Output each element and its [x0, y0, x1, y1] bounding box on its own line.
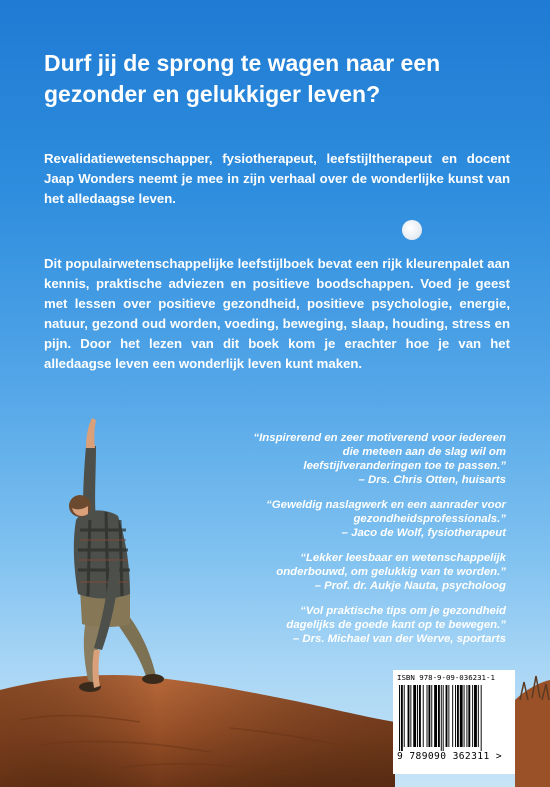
quote-text: “Lekker leesbaar en wetenschappelijk onderbouwd, om gelukkig van te worden.” [276, 552, 506, 578]
quote-item [250, 498, 506, 540]
quote-item [250, 551, 506, 593]
isbn-label: ISBN 978-9-09-036231-1 [397, 673, 495, 682]
quote-author: – Prof. dr. Aukje Nauta, psycholoog [314, 580, 506, 592]
quote-item [250, 431, 506, 487]
cover-headline: Durf jij de sprong te wagen naar een gezonder en gelukkiger leven? [44, 50, 441, 107]
moon [402, 220, 422, 240]
quote-text: “Geweldig naslagwerk en een aanrader voor gezondheidsprofessionals.” [266, 499, 506, 525]
testimonial-quotes [250, 431, 506, 657]
isbn-barcode [393, 670, 515, 774]
quote-text: “Vol praktische tips om je gezondheid dagelijks de goede kant op te bewegen.” [286, 605, 506, 631]
barcode-bars [397, 685, 511, 751]
quote-text: “Inspirerend en zeer motiverend voor iedereen die meteen aan de slag wil om leefstijlveranderingen toe te passen.” [253, 432, 506, 472]
author-intro: Revalidatiewetenschapper, fysiotherapeut, leefstijltherapeut en docent Jaap Wonders neemt je mee in zijn verhaal over de wonderlijke kunst van het alledaagse leven. [44, 151, 510, 206]
ean-digits: 9 789090 362311 > [397, 751, 502, 762]
quote-author: – Drs. Chris Otten, huisarts [358, 474, 506, 486]
rock-shading [0, 675, 395, 787]
quote-author: – Drs. Michael van der Werve, sportarts [292, 633, 506, 645]
book-description: Dit populairwetenschappelijke leefstijlboek bevat een rijk kleurenpalet aan kennis, praktische adviezen en positieve boodschappen. Voed je geest met lessen over positieve gezondheid, positieve psychologie, energie, natuur, gezond oud worden, voeding, beweging, slaap, houding, stress en pijn. Door het lezen van dit boek kom je erachter hoe je van het alledaagse leven een wonderlijk leven kunt maken. [44, 256, 510, 371]
yoga-person-figure [69, 418, 164, 692]
quote-author: – Jaco de Wolf, fysiotherapeut [341, 527, 506, 539]
quote-item [250, 604, 506, 646]
